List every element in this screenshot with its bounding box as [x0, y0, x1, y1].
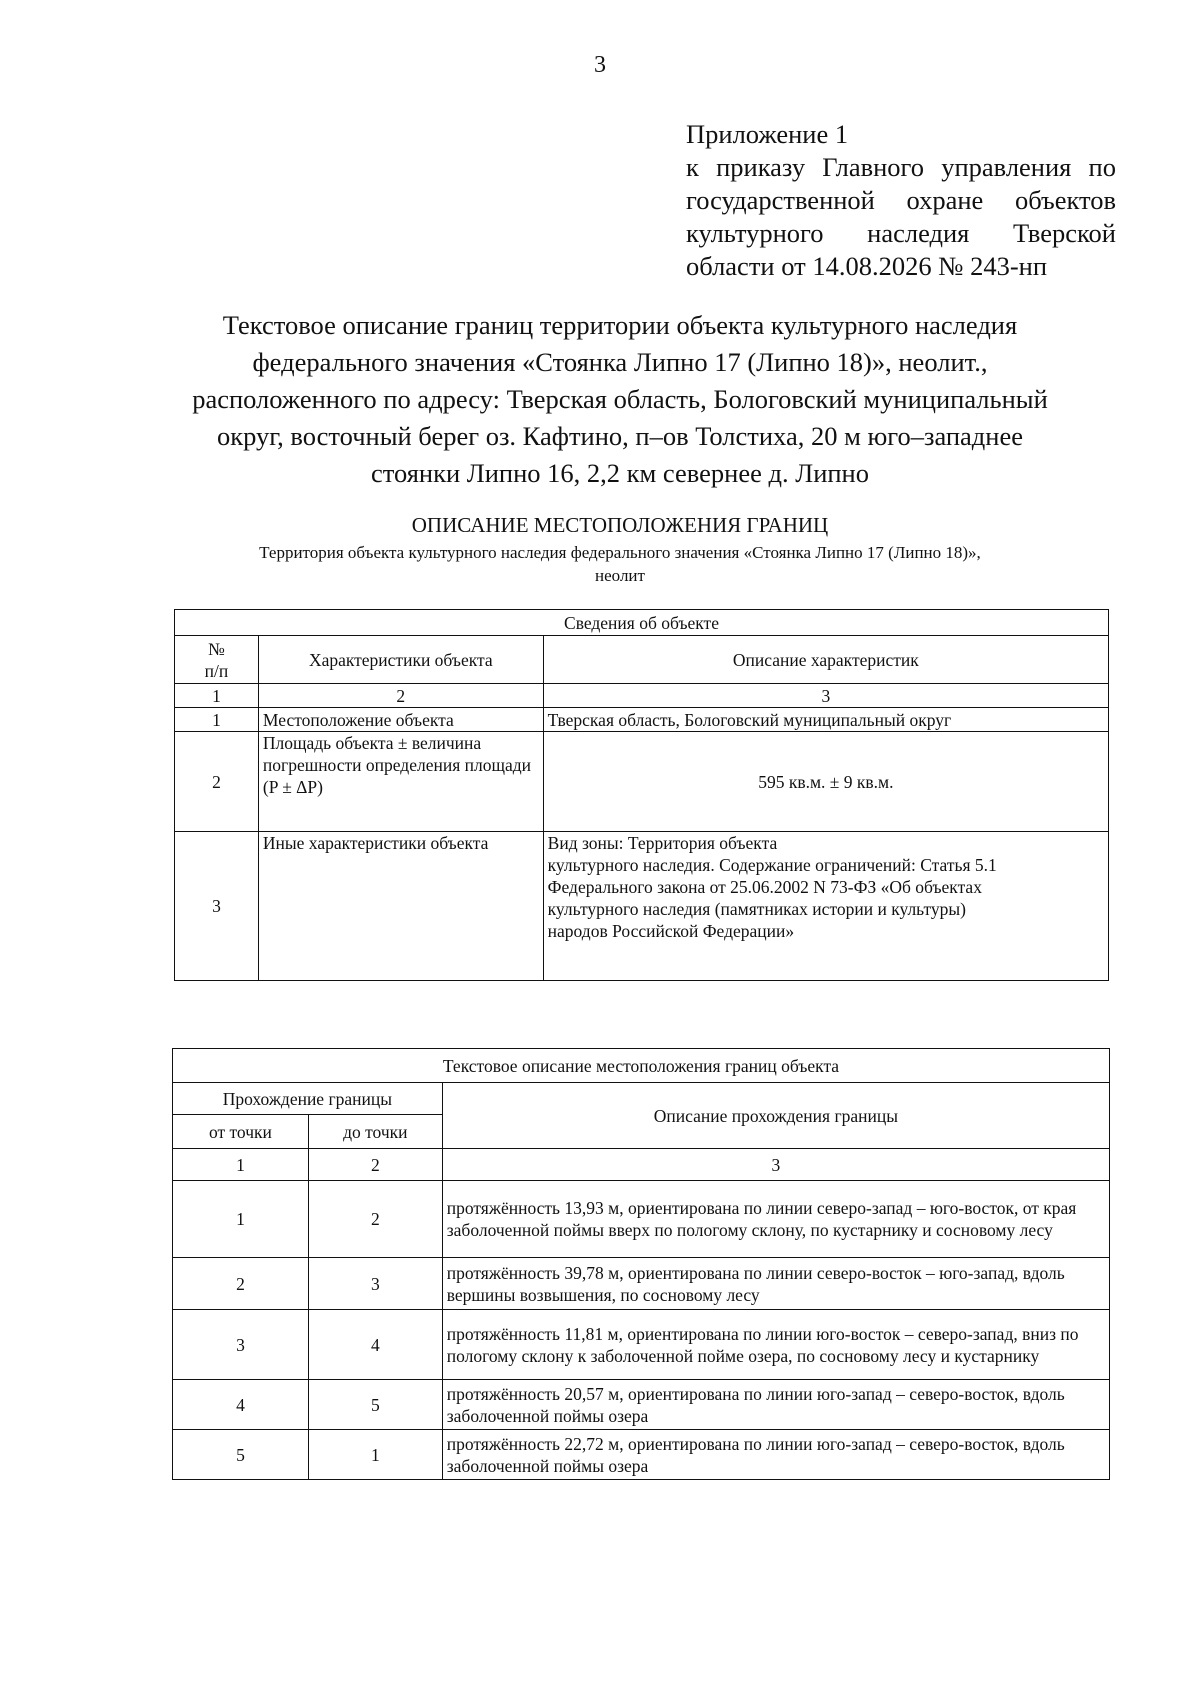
row-characteristic: Площадь объекта ± величина погрешности определения площади (P ± ΔP): [258, 732, 543, 832]
column-number: 3: [442, 1149, 1109, 1181]
title-line: округ, восточный берег оз. Кафтино, п–ов Толстиха, 20 м юго–западнее: [216, 421, 1023, 451]
column-number: 2: [308, 1149, 442, 1181]
row-description: [543, 832, 1108, 981]
column-number: 3: [543, 684, 1108, 708]
description-line: Вид зоны: Территория объекта: [547, 833, 778, 853]
table-row: [173, 1430, 1110, 1480]
row-from-point: 3: [173, 1310, 309, 1380]
appendix-line: области от 14.08.2026 № 243-нп: [686, 251, 1048, 281]
appendix-note: [686, 118, 1116, 283]
title-line: расположенного по адресу: Тверская область, Бологовский муниципальный: [192, 384, 1048, 414]
row-from-point: 4: [173, 1380, 309, 1430]
description-line: культурного наследия (памятниках истории и культуры): [547, 899, 966, 919]
row-to-point: 2: [308, 1181, 442, 1258]
row-to-point: 5: [308, 1380, 442, 1430]
page-number: 3: [594, 52, 606, 78]
appendix-line: культурного наследия Тверской: [686, 218, 1116, 248]
appendix-line: государственной охране объектов: [686, 185, 1116, 215]
row-from-point: 5: [173, 1430, 309, 1480]
object-info-table: [174, 609, 1109, 981]
table-row: [173, 1310, 1110, 1380]
header-from-point: от точки: [173, 1115, 309, 1149]
table-row: [173, 1181, 1110, 1258]
header-to-point: до точки: [308, 1115, 442, 1149]
appendix-line: Приложение 1: [686, 119, 849, 149]
table-row: [175, 832, 1109, 981]
document-title: [150, 307, 1090, 492]
row-to-point: 3: [308, 1258, 442, 1310]
boundary-description-table: [172, 1048, 1110, 1480]
description-line: культурного наследия. Содержание ограничений: Статья 5.1: [547, 855, 997, 875]
table-row: [175, 732, 1109, 832]
section-subtitle-line: неолит: [595, 566, 645, 585]
row-from-point: 1: [173, 1181, 309, 1258]
description-line: народов Российской Федерации»: [547, 921, 795, 941]
header-num-line2: п/п: [204, 660, 229, 681]
table-row: [175, 708, 1109, 732]
row-description: протяжённость 11,81 м, ориентирована по линии юго-восток – северо-запад, вниз по пологому склону к заболоченной пойме озера, по сосновому лесу и кустарнику: [442, 1310, 1109, 1380]
header-description: Описание прохождения границы: [442, 1083, 1109, 1149]
row-characteristic: Местоположение объекта: [258, 708, 543, 732]
row-number: 1: [175, 708, 259, 732]
row-to-point: 1: [308, 1430, 442, 1480]
row-description: протяжённость 20,57 м, ориентирована по линии юго-запад – северо-восток, вдоль заболоченной поймы озера: [442, 1380, 1109, 1430]
row-description: протяжённость 39,78 м, ориентирована по линии северо-восток – юго-запад, вдоль вершины возвышения, по сосновому лесу: [442, 1258, 1109, 1310]
row-to-point: 4: [308, 1310, 442, 1380]
row-description: Тверская область, Бологовский муниципальный округ: [543, 708, 1108, 732]
row-description: протяжённость 22,72 м, ориентирована по линии юго-запад – северо-восток, вдоль заболоченной поймы озера: [442, 1430, 1109, 1480]
row-characteristic: Иные характеристики объекта: [258, 832, 543, 981]
appendix-line: к приказу Главного управления по: [686, 152, 1116, 182]
header-num-line1: №: [208, 638, 225, 659]
title-line: стоянки Липно 16, 2,2 км севернее д. Липно: [370, 458, 869, 488]
table-row: [173, 1380, 1110, 1430]
header-characteristic: Характеристики объекта: [258, 636, 543, 684]
title-line: федерального значения «Стоянка Липно 17 (Липно 18)», неолит.,: [252, 347, 988, 377]
table-caption: Сведения об объекте: [175, 610, 1109, 636]
table-caption: Текстовое описание местоположения границ объекта: [173, 1049, 1110, 1083]
description-line: Федерального закона от 25.06.2002 N 73-ФЗ «Об объектах: [547, 877, 982, 897]
header-description: Описание характеристик: [543, 636, 1108, 684]
section-subtitle-line: Территория объекта культурного наследия федерального значения «Стоянка Липно 17 (Липно 18)»,: [259, 543, 981, 562]
column-number: 2: [258, 684, 543, 708]
section-heading: ОПИСАНИЕ МЕСТОПОЛОЖЕНИЯ ГРАНИЦ: [411, 513, 829, 537]
row-number: 3: [175, 832, 259, 981]
column-number: 1: [173, 1149, 309, 1181]
column-number: 1: [175, 684, 259, 708]
title-line: Текстовое описание границ территории объекта культурного наследия: [222, 310, 1018, 340]
section-subtitle: [150, 541, 1090, 587]
row-from-point: 2: [173, 1258, 309, 1310]
header-passage: Прохождение границы: [173, 1083, 443, 1115]
row-description: протяжённость 13,93 м, ориентирована по линии северо-запад – юго-восток, от края заболоченной поймы вверх по пологому склону, по кустарнику и сосновому лесу: [442, 1181, 1109, 1258]
table-row: [173, 1258, 1110, 1310]
row-number: 2: [175, 732, 259, 832]
header-num: [175, 636, 259, 684]
row-description: 595 кв.м. ± 9 кв.м.: [543, 732, 1108, 832]
